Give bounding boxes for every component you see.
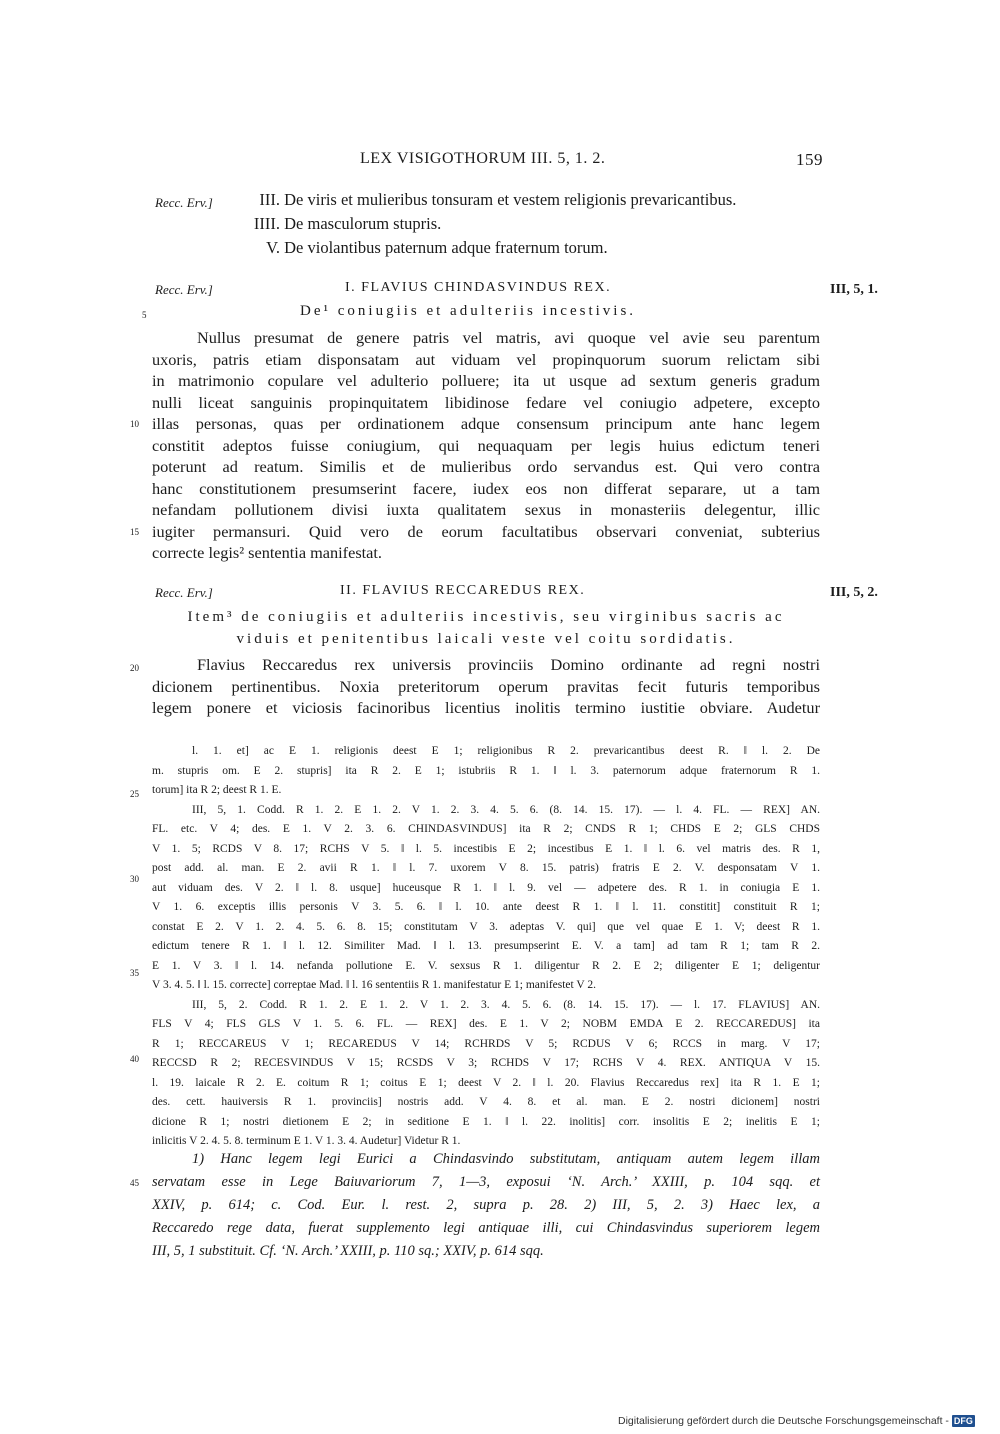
apparatus-line: aut viduam des. V 2. ‖ l. 8. usque] huceusque R 1. ‖ l. 9. vel — adpetere des. R 1. in coniugia E 1. bbox=[152, 881, 820, 894]
line-number: 5 bbox=[142, 310, 147, 320]
apparatus-line: FL. etc. V 4; des. E 1. V 2. 3. 6. CHINDASVINDUS] ita R 2; CNDS R 1; CHDS E 2; GLS CHDS bbox=[152, 823, 820, 835]
section2-subtitle-line-1: Item³ de coniugiis et adulteriis incestivis, seu virginibus sacris ac bbox=[187, 609, 785, 625]
toc-item bbox=[230, 214, 830, 238]
line-number: 30 bbox=[130, 874, 139, 884]
line-number: 15 bbox=[130, 527, 139, 537]
footnote-line: servatam esse in Lege Baiuvariorum 7, 1—3, exposui ‘N. Arch.’ XXIII, p. 104 sqq. et bbox=[152, 1174, 820, 1190]
text-line: illas personas, quas per ordinationem adque consensum principum ante hanc legem bbox=[152, 414, 820, 433]
line-number: 10 bbox=[130, 419, 139, 429]
apparatus-line: III, 5, 1. Codd. R 1. 2. E 1. 2. V 1. 2. 3. 4. 5. 6. (8. 14. 15. 17). — l. 4. FL. — REX] AN. bbox=[192, 803, 820, 816]
line-number: 35 bbox=[130, 968, 139, 978]
footnote-line: III, 5, 1 substituit. Cf. ‘N. Arch.’ XXIII, p. 110 sq.; XXIV, p. 614 sqq. bbox=[152, 1243, 544, 1259]
toc-item-number: IIII. bbox=[253, 214, 280, 233]
toc-item-text: De masculorum stupris. bbox=[284, 214, 442, 233]
text-line: legem ponere et viciosis facinoribus licentius inolitis termino iustitie obviare. Audetur bbox=[152, 698, 820, 717]
apparatus-line: V 1. 6. exceptis illis personis V 3. 5. 6. ‖ l. 10. ante deest R 1. ‖ l. 11. constitit] constituit R 1; bbox=[152, 901, 820, 913]
apparatus-line: m. stupris om. E 2. stupris] ita R 2. E 1; istubriis R 1. ‖ l. 3. paternorum adque fraternorum R 1. bbox=[152, 764, 820, 777]
apparatus-line: R 1; RECCAREUS V 1; RECAREDUS V 14; RCHRDS V 5; RCDUS V 6; RCCS in marg. V 17; bbox=[152, 1037, 820, 1050]
apparatus-line: l. 19. laicale R 2. E. coitum R 1; coitus E 1; deest V 2. ‖ l. 20. Flavius Reccaredus rex] ita R 1. E 1; bbox=[152, 1076, 820, 1089]
footnotes bbox=[152, 1148, 820, 1263]
text-line: nefandam pollutionem divisi iuxta qualitatem sexus in monasteriis delegentur, illic bbox=[152, 500, 820, 519]
section1-recension-note: Recc. Erv.] bbox=[155, 282, 213, 297]
text-line: correcte legis² sententia manifestat. bbox=[152, 543, 383, 562]
section2-reference: III, 5, 2. bbox=[830, 585, 878, 600]
digitization-credit bbox=[618, 1415, 975, 1427]
text-line: iugiter permansuri. Quid vero de eorum facultatibus observari conveniat, subterius bbox=[152, 521, 820, 541]
apparatus-line: III, 5, 2. Codd. R 1. 2. E 1. 2. V 1. 2. 3. 4. 5. 6. (8. 14. 15. 17). — l. 17. FLAVIUS] AN. bbox=[192, 998, 820, 1011]
toc-recension-note: Recc. Erv.] bbox=[155, 195, 213, 210]
toc-list bbox=[230, 190, 830, 262]
section1-heading: I. FLAVIUS CHINDASVINDUS REX. bbox=[345, 280, 612, 295]
apparatus-line: des. cett. hauiversis R 1. provinciis] nostris add. V 4. 8. et al. man. E 2. nostri dicionem] nostri bbox=[152, 1096, 820, 1108]
apparatus-line: E 1. V 3. ‖ l. 14. nefanda pollutione E. V. sexsus R 1. diligentur R 2. E 2; diligenter E 1; deligentur bbox=[152, 959, 820, 972]
apparatus-line: post add. al. man. E 2. avii R 1. ‖ l. 7. uxorem V 8. 15. patris) fratris E 2. V. desponsatam V 1. bbox=[152, 862, 820, 874]
apparatus-line: torum] ita R 2; deest R 1. E. bbox=[152, 784, 282, 796]
line-number: 40 bbox=[130, 1054, 139, 1064]
dfg-logo: DFG bbox=[953, 1416, 973, 1426]
text-line: poterunt ad reatum. Similis et de mulieribus ordo servandus est. Qui vero contra bbox=[152, 457, 820, 476]
apparatus-line: dicione R 1; nostri dietionem E 2; in seditione E 1. ‖ l. 22. inolitis] corr. insolitis E 2; inelitis E 1; bbox=[152, 1115, 820, 1128]
apparatus-line: inlicitis V 2. 4. 5. 8. terminum E 1. V 1. 3. 4. Audetur] Videtur R 1. bbox=[152, 1135, 461, 1147]
text-line: in matrimonio copulare vel adulterio polluere; ita ut usque ad sextum generis gradum bbox=[152, 371, 820, 390]
apparatus-line: l. 1. et] ac E 1. religionis deest E 1; religionibus R 2. prevaricantibus deest R. ‖ l. 2. De bbox=[192, 745, 820, 757]
line-number: 20 bbox=[130, 663, 139, 673]
text-line: hanc constitutionem presumserint facere, iudex eos non differat separare, ut a tam bbox=[152, 478, 820, 498]
apparatus-line: FLS V 4; FLS GLS V 1. 5. 6. FL. — REX] des. E 1. V 2; NOBM EMDA E 2. RECCAREDUS] ita bbox=[152, 1018, 820, 1030]
line-number: 45 bbox=[130, 1178, 139, 1188]
running-header-title: LEX VISIGOTHORUM III. 5, 1. 2. bbox=[360, 150, 606, 167]
section2-heading: II. FLAVIUS RECCAREDUS REX. bbox=[340, 583, 586, 598]
toc-item-number: III. bbox=[259, 190, 280, 209]
toc-item-number: V. bbox=[266, 238, 280, 257]
toc-item bbox=[230, 190, 830, 214]
section1-text bbox=[152, 327, 820, 564]
text-line: Flavius Reccaredus rex universis provinciis Domino ordinante ad regni nostri bbox=[197, 655, 820, 674]
text-line: uxoris, patris etiam disponsatam aut viduam vel propinquorum suorum relictam sibi bbox=[152, 349, 820, 369]
text-line: nulli liceat sanguinis propinquitatem libidinose fedare vel coniugio adpetere, excepto bbox=[152, 392, 820, 412]
toc-item-text: De viris et mulieribus tonsuram et vestem religionis prevaricantibus. bbox=[284, 190, 737, 209]
page-number: 159 bbox=[796, 150, 823, 169]
footnote-line: XXIV, p. 614; c. Cod. Eur. l. rest. 2, supra p. 28. 2) III, 5, 2. 3) Haec lex, a bbox=[152, 1197, 820, 1213]
section2-text bbox=[152, 654, 820, 719]
footnote-line: 1) Hanc legem legi Eurici a Chindasvindo substitutam, antiquam autem legem illam bbox=[192, 1151, 820, 1167]
apparatus-line: constat E 2. V 1. 2. 4. 5. 6. 8. 15; constitutam V 3. adeptas V. qui] que vel quae E 1. V; deest R 1. bbox=[152, 920, 820, 933]
toc-item bbox=[230, 238, 830, 262]
toc-item-text: De violantibus paternum adque fraternum torum. bbox=[284, 238, 608, 257]
text-line: dicionem pertinentibus. Noxia preteritorum operum pravitas fecit futuris temporibus bbox=[152, 676, 820, 696]
section2-subtitle-line-2: viduis et penitentibus laicali veste vel coitu sordidatis. bbox=[236, 631, 736, 647]
line-number: 25 bbox=[130, 789, 139, 799]
credit-text: Digitalisierung gefördert durch die Deutsche Forschungsgemeinschaft - bbox=[618, 1415, 949, 1427]
text-line: Nullus presumat de genere patris vel matris, avi quoque vel avie seu parentum bbox=[197, 328, 820, 347]
apparatus-line: V 1. 5; RCDS V 8. 17; RCHS V 5. ‖ l. 5. incestibis E 2; incestibus E 1. ‖ l. 6. vel matris des. R 1, bbox=[152, 842, 820, 855]
apparatus-line: edictum tenere R 1. ‖ l. 12. Similiter Mad. ‖ l. 13. presumpserint E. V. a tam] ad tam R 1; tam R 2. bbox=[152, 940, 820, 952]
footnote-line: Reccaredo rege data, fuerat supplemento legi antiquae illi, cui Chindasvindus superiorem legem bbox=[152, 1220, 820, 1236]
critical-apparatus bbox=[152, 742, 820, 1152]
apparatus-line: V 3. 4. 5. ‖ l. 15. correcte] correptae Mad. ‖ l. 16 sententiis R 1. manifestatur E 1; manifestet V 2. bbox=[152, 979, 596, 991]
section2-recension-note: Recc. Erv.] bbox=[155, 585, 213, 600]
text-line: constitit adeptos fuisse coniugium, qui nequaquam per legis huius edictum teneri bbox=[152, 435, 820, 455]
section1-subtitle: De¹ coniugiis et adulteriis incestivis. bbox=[300, 303, 637, 319]
apparatus-line: RECCSD R 2; RECESVINDUS V 15; RCSDS V 3; RCHDS V 17; RCHS V 4. REX. ANTIQUA V 15. bbox=[152, 1057, 820, 1069]
section1-reference: III, 5, 1. bbox=[830, 282, 878, 297]
